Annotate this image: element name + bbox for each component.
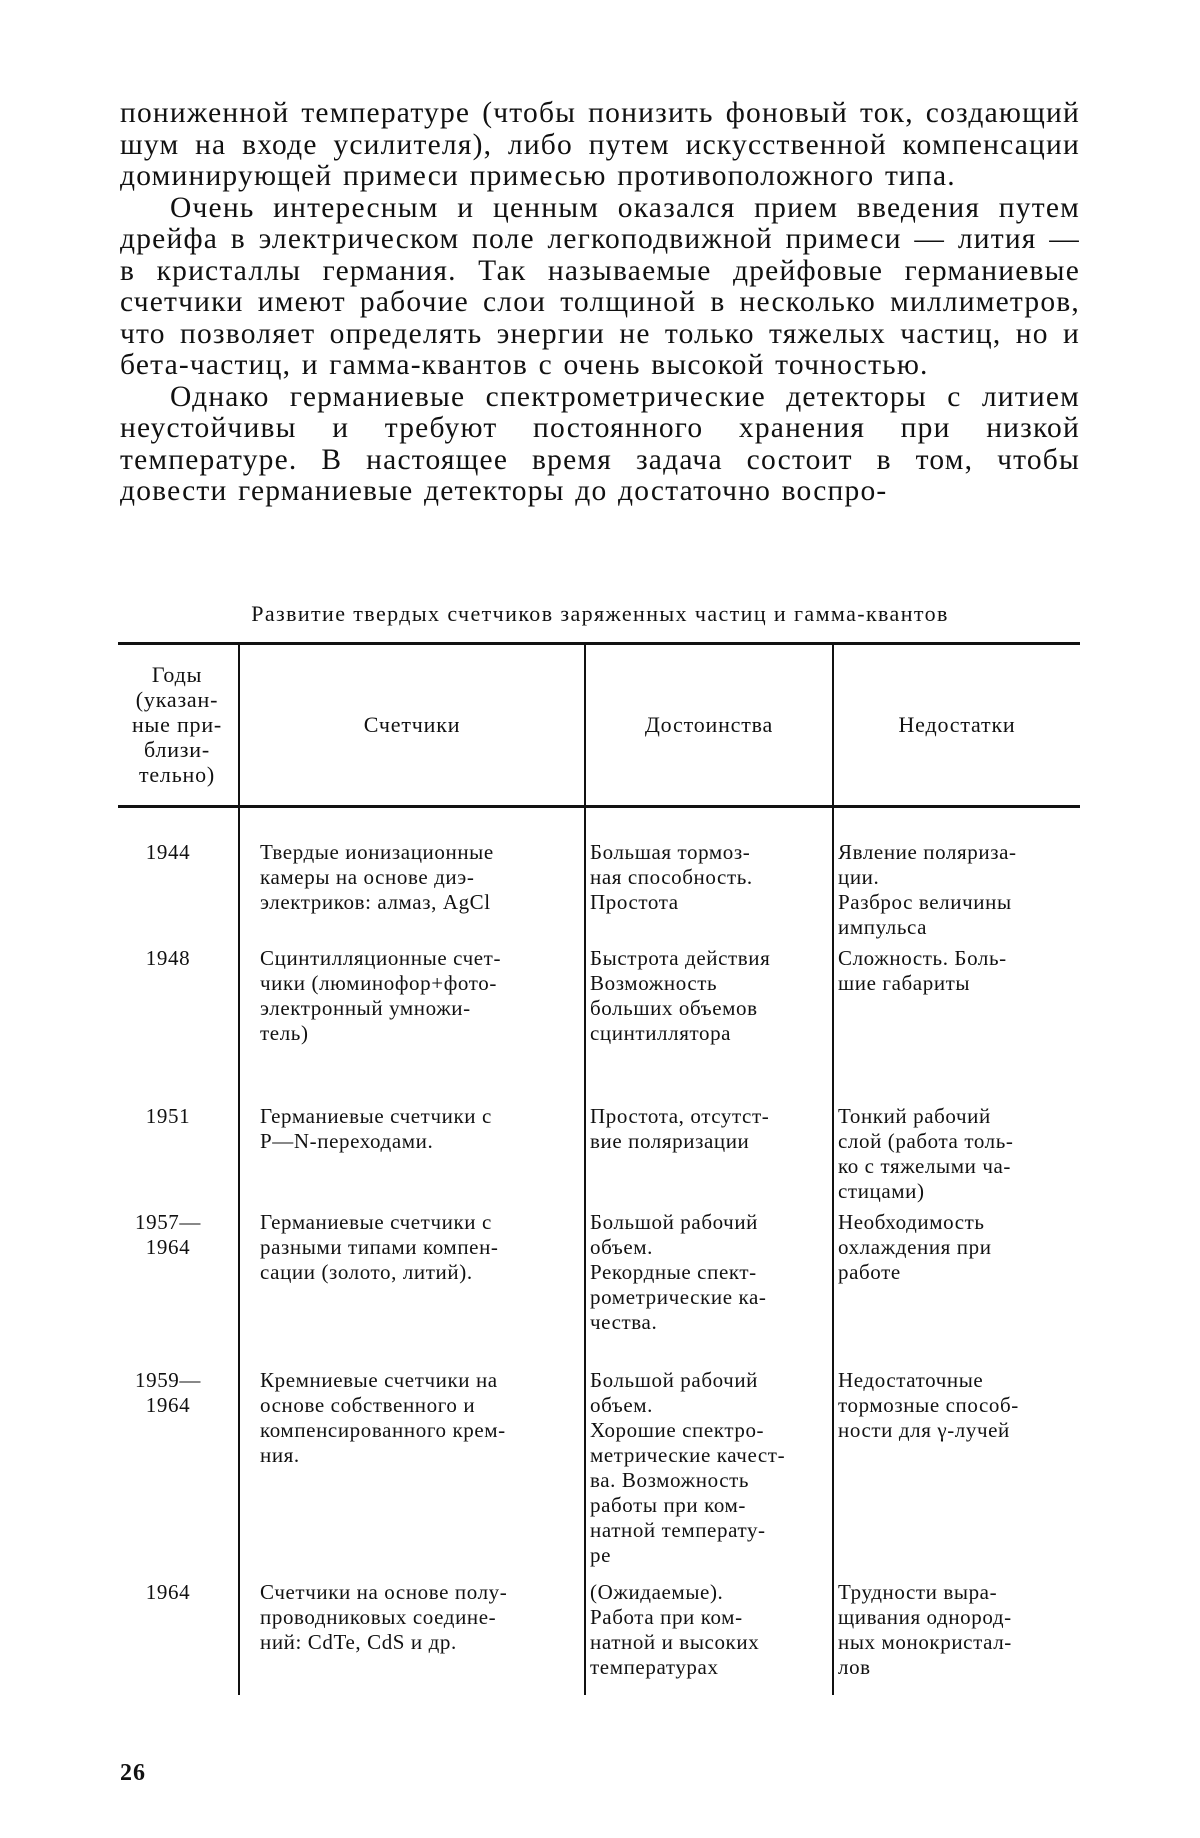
row-counter-line: чики (люминофор+фото- [260, 971, 497, 995]
table-top-rule [118, 642, 1080, 645]
header-years-line: ные при- [131, 712, 223, 737]
row-counter-line: Германиевые счетчики с [260, 1210, 492, 1234]
row-advantage-line: (Ожидаемые). [590, 1580, 724, 1604]
header-advantages: Достоинства [644, 712, 774, 737]
row-counter-type [260, 840, 582, 915]
row-counter-type [260, 1368, 582, 1468]
row-advantage-line: натной и высоких [590, 1630, 760, 1654]
row-advantage-line: Большой рабочий [590, 1368, 758, 1392]
row-year-line: 1948 [145, 946, 191, 970]
row-advantages [590, 1210, 830, 1335]
row-advantages [590, 840, 830, 915]
row-advantage-line: Быстрота действия [590, 946, 771, 970]
row-year-line: 1944 [145, 840, 191, 864]
row-advantage-line: Большой рабочий [590, 1210, 758, 1234]
row-counter-line: Твердые ионизационные [260, 840, 494, 864]
row-advantage-line: чества. [590, 1310, 658, 1334]
row-advantage-line: ре [590, 1543, 612, 1567]
row-disadvantage-line: шие габариты [838, 971, 971, 995]
paragraph-lithium-drift: Очень интересным и ценным оказался прием введения путем дрейфа в электрическом поле легкоподвижной примеси — лития — в кристаллы германия. Так называемые дрейфовые германиевые счетчики имеют рабочие слои толщиной в несколько миллиметров, что позволяет определять энергии не только тяжелых частиц, но и бета-частиц, и гамма-квантов с очень высокой точностью. [120, 191, 1080, 381]
row-disadvantage-line: ко с тяжелыми ча- [838, 1154, 1012, 1178]
row-year-line: 1964 [145, 1235, 191, 1259]
row-advantage-line: больших объемов [590, 996, 758, 1020]
row-counter-line: Сцинтилляционные счет- [260, 946, 502, 970]
row-disadvantages [838, 840, 1070, 940]
page-number: 26 [120, 1760, 146, 1786]
row-advantage-line: Рекордные спект- [590, 1260, 757, 1284]
row-counter-line: ний: CdTe, CdS и др. [260, 1630, 457, 1654]
row-advantages [590, 1368, 830, 1568]
row-year [118, 1580, 218, 1605]
header-counters: Счетчики [363, 712, 461, 737]
row-counter-type [260, 1104, 582, 1154]
row-counter-line: электриков: алмаз, AgCl [260, 890, 491, 914]
row-disadvantage-line: Явление поляриза- [838, 840, 1017, 864]
row-year [118, 1104, 218, 1129]
row-advantages [590, 946, 830, 1046]
header-disadvantages: Недостатки [898, 712, 1016, 737]
table-caption: Развитие твердых счетчиков заряженных частиц и гамма-квантов [251, 601, 949, 626]
row-advantage-line: натной температу- [590, 1518, 766, 1542]
row-advantage-line: Хорошие спектро- [590, 1418, 765, 1442]
row-disadvantages [838, 1210, 1070, 1285]
row-disadvantage-line: стицами) [838, 1179, 925, 1203]
row-advantage-line: работы при ком- [590, 1493, 747, 1517]
row-counter-line: электронный умножи- [260, 996, 471, 1020]
paragraph-germanium-detectors: Однако германиевые спектрометрические детекторы с литием неустойчивы и требуют постоянного хранения при низкой температуре. В настоящее время задача состоит в том, чтобы довести германиевые детекторы до достаточно воспро- [120, 380, 1080, 507]
row-disadvantage-line: охлаждения при [838, 1235, 992, 1259]
row-disadvantage-line: ных монокристал- [838, 1630, 1012, 1654]
column-divider-1 [238, 645, 240, 1695]
row-counter-line: основе собственного и [260, 1393, 476, 1417]
row-disadvantages [838, 1580, 1070, 1680]
paragraph-continuation: пониженной температуре (чтобы понизить фоновый ток, создающий шум на входе усилителя), либо путем искусственной компенсации доминирующей примеси примесью противоположного типа. [120, 97, 1080, 192]
row-advantage-line: объем. [590, 1393, 653, 1417]
row-disadvantage-line: работе [838, 1260, 901, 1284]
row-advantage-line: ва. Возможность [590, 1468, 750, 1492]
row-disadvantage-line: Тонкий рабочий [838, 1104, 991, 1128]
header-years-line: (указан- [135, 687, 219, 712]
row-advantage-line: Возможность [590, 971, 718, 995]
row-year-line: 1959— [135, 1368, 201, 1392]
row-disadvantage-line: Сложность. Боль- [838, 946, 1007, 970]
row-year [118, 1210, 218, 1260]
row-counter-line: разными типами компен- [260, 1235, 499, 1259]
header-years-line: тельно) [138, 762, 216, 787]
row-advantage-line: сцинтиллятора [590, 1021, 732, 1045]
row-disadvantage-line: слой (работа толь- [838, 1129, 1014, 1153]
row-counter-line: Германиевые счетчики с [260, 1104, 492, 1128]
row-advantage-line: вие поляризации [590, 1129, 750, 1153]
row-advantage-line: Простота [590, 890, 679, 914]
row-disadvantages [838, 1104, 1070, 1204]
row-counter-line: камеры на основе диэ- [260, 865, 475, 889]
row-year [118, 1368, 218, 1418]
header-years-line: Годы [151, 662, 203, 687]
row-advantages [590, 1104, 830, 1154]
row-year [118, 840, 218, 865]
header-years-line: близи- [144, 737, 210, 762]
row-year-line: 1964 [145, 1580, 191, 1604]
row-disadvantage-line: импульса [838, 915, 928, 939]
row-disadvantage-line: лов [838, 1655, 871, 1679]
column-divider-3 [832, 645, 834, 1695]
row-disadvantage-line: Разброс величины [838, 890, 1012, 914]
body-text [120, 98, 1080, 508]
row-disadvantage-line: Необходимость [838, 1210, 985, 1234]
row-disadvantage-line: Недостаточные [838, 1368, 984, 1392]
row-counter-line: Счетчики на основе полу- [260, 1580, 508, 1604]
row-advantage-line: ная способность. [590, 865, 753, 889]
row-advantage-line: Простота, отсутст- [590, 1104, 770, 1128]
row-counter-line: P—N-переходами. [260, 1129, 434, 1153]
row-counter-line: тель) [260, 1021, 309, 1045]
row-disadvantage-line: тормозные способ- [838, 1393, 1019, 1417]
row-advantage-line: объем. [590, 1235, 653, 1259]
row-disadvantage-line: щивания однород- [838, 1605, 1012, 1629]
row-counter-type [260, 946, 582, 1046]
column-divider-2 [584, 645, 586, 1695]
row-advantage-line: рометрические ка- [590, 1285, 767, 1309]
row-advantage-line: температурах [590, 1655, 719, 1679]
row-advantage-line: Работа при ком- [590, 1605, 743, 1629]
row-counter-line: Кремниевые счетчики на [260, 1368, 498, 1392]
row-year-line: 1964 [145, 1393, 191, 1417]
row-counter-type [260, 1210, 582, 1285]
row-disadvantage-line: ности для γ-лучей [838, 1418, 1010, 1442]
row-advantages [590, 1580, 830, 1680]
row-counter-line: сации (золото, литий). [260, 1260, 473, 1284]
row-counter-line: ния. [260, 1443, 300, 1467]
row-year-line: 1957— [135, 1210, 201, 1234]
row-counter-type [260, 1580, 582, 1655]
row-disadvantages [838, 946, 1070, 996]
table-header-rule [118, 805, 1080, 808]
row-year-line: 1951 [145, 1104, 191, 1128]
row-advantage-line: метрические качест- [590, 1443, 786, 1467]
row-counter-line: проводниковых соедине- [260, 1605, 497, 1629]
row-counter-line: компенсированного крем- [260, 1418, 506, 1442]
row-advantage-line: Большая тормоз- [590, 840, 751, 864]
row-disadvantage-line: Трудности выра- [838, 1580, 998, 1604]
row-disadvantage-line: ции. [838, 865, 880, 889]
header-years [118, 662, 236, 787]
row-disadvantages [838, 1368, 1070, 1443]
row-year [118, 946, 218, 971]
